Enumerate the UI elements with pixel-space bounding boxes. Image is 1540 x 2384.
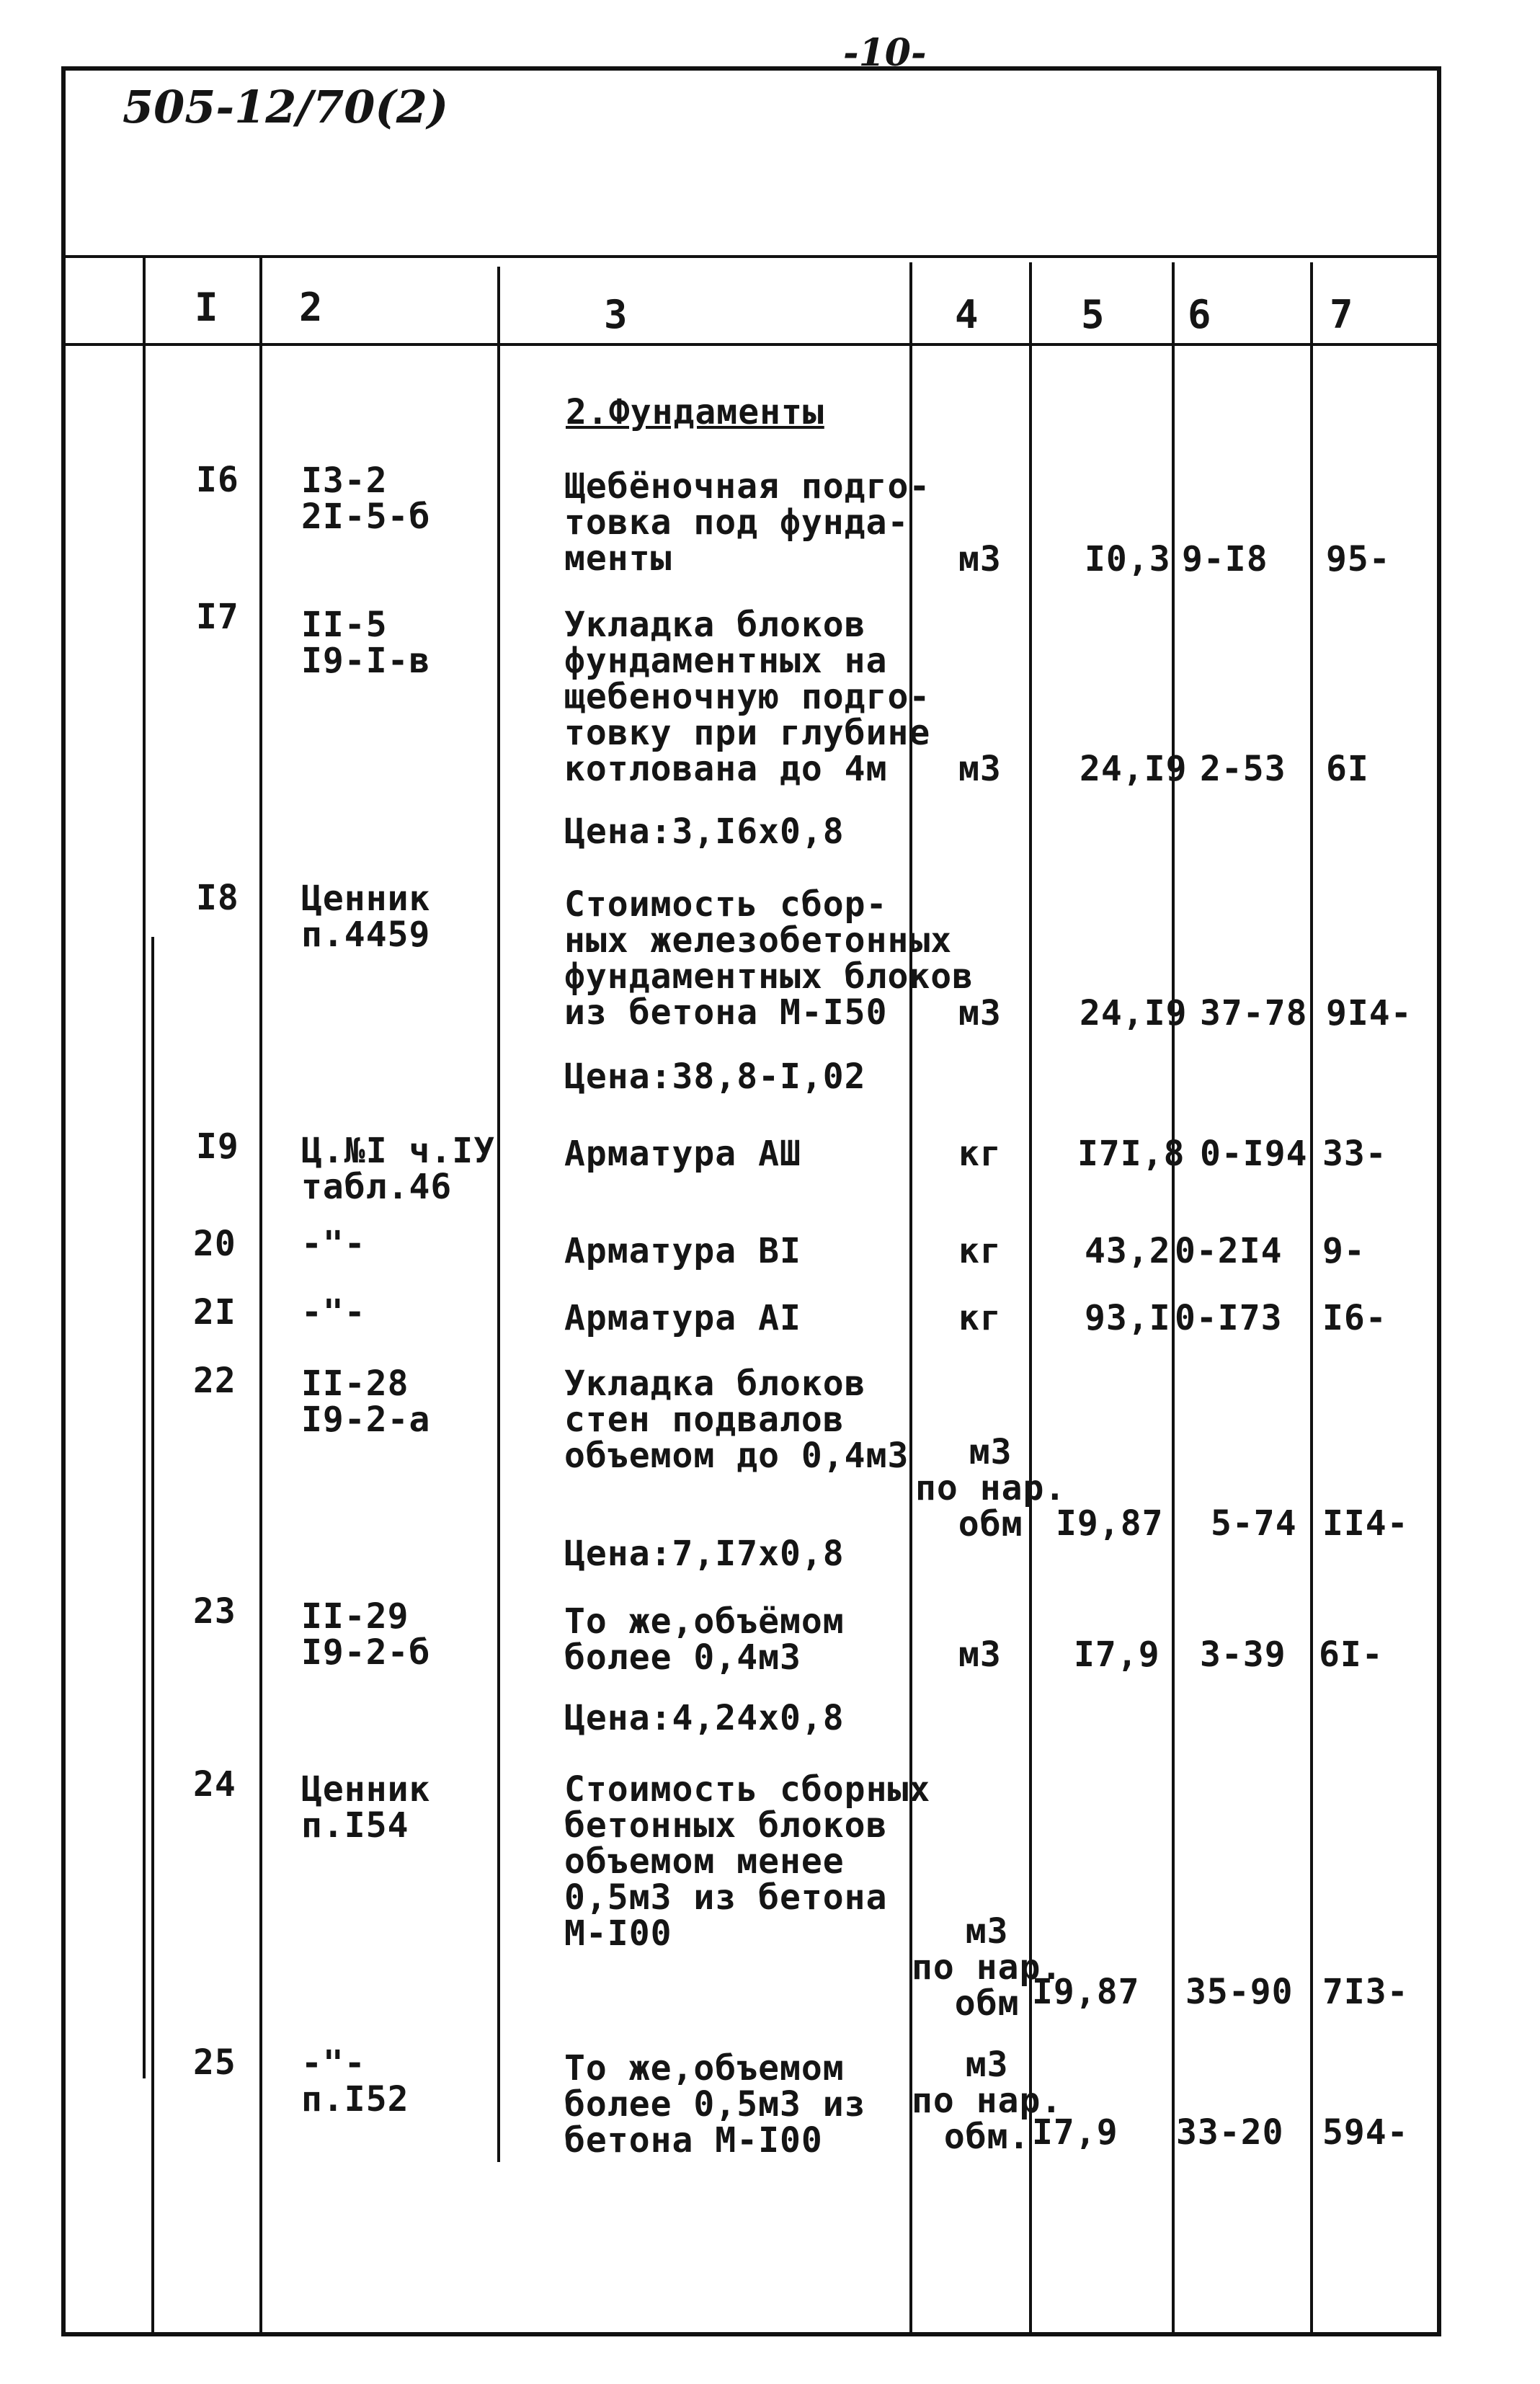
row-num: I7 — [196, 597, 239, 637]
row-price: 0-I73 — [1175, 1298, 1283, 1338]
row-num: 24 — [193, 1764, 236, 1805]
row-code: Ценник п.I54 — [301, 1769, 431, 1846]
col-line-4 — [1029, 262, 1032, 2332]
row-code: -"- п.I52 — [301, 2043, 409, 2120]
row-price: 35-90 — [1185, 1972, 1294, 2012]
col-header-3: 3 — [604, 292, 628, 337]
col-line-2 — [497, 267, 500, 2162]
row-num: I8 — [196, 878, 239, 918]
row-total: 6I — [1326, 749, 1369, 789]
document-code: 505-12/70(2) — [123, 81, 449, 133]
row-unit: м3 — [958, 749, 1002, 789]
row-code: II-29 I9-2-б — [301, 1596, 431, 1673]
row-unit: кг — [958, 1231, 1002, 1271]
header-divider — [61, 255, 1441, 258]
row-unit: м3 по нар. обм. — [912, 2045, 1063, 2157]
row-code: I3-2 2I-5-б — [301, 461, 431, 537]
row-total: 33- — [1322, 1134, 1387, 1174]
row-unit: м3 по нар. обм — [912, 1911, 1063, 2024]
col-line-1 — [259, 255, 262, 2332]
row-num: 25 — [193, 2042, 236, 2083]
row-description: То же,объемом более 0,5м3 из бетона М-I00 — [564, 2048, 866, 2161]
row-num: 2I — [193, 1292, 236, 1333]
row-description: Арматура АI — [564, 1298, 801, 1338]
row-quantity: I7I,8 — [1077, 1134, 1185, 1174]
col-line-0 — [143, 255, 146, 2078]
row-code: II-5 I9-I-в — [301, 605, 431, 681]
col-line-5 — [1172, 262, 1175, 2332]
row-total: 9- — [1322, 1231, 1366, 1271]
col-line-6 — [1310, 262, 1313, 2332]
row-price: 3-39 — [1200, 1634, 1286, 1675]
col-header-1: I — [195, 285, 218, 330]
frame-left — [61, 66, 66, 2336]
row-quantity: I0,3 — [1085, 539, 1171, 579]
row-description: Стоимость сбор- ных железобетонных фундаментных блоков из бетона М-I50 — [564, 884, 974, 1033]
row-total: 7I3- — [1322, 1972, 1409, 2012]
row-description: Укладка блоков фундаментных на щебеночную подго- товку при глубине котлована до 4м — [564, 605, 931, 789]
col-header-6: 6 — [1188, 292, 1211, 337]
row-price: 5-74 — [1211, 1503, 1297, 1544]
price-note: Цена:38,8-I,02 — [564, 1057, 866, 1097]
row-description: Арматура АШ — [564, 1134, 801, 1174]
row-quantity: 43,2 — [1085, 1231, 1171, 1271]
row-code: -"- — [301, 1224, 366, 1264]
row-total: 594- — [1322, 2112, 1409, 2153]
row-price: 0-2I4 — [1175, 1231, 1283, 1271]
row-total: 6I- — [1319, 1634, 1384, 1675]
row-quantity: I7,9 — [1032, 2112, 1118, 2153]
row-description: Стоимость сборных бетонных блоков объемом менее 0,5м3 из бетона М-I00 — [564, 1769, 931, 1954]
row-total: 9I4- — [1326, 993, 1412, 1033]
row-quantity: I7,9 — [1074, 1634, 1160, 1675]
row-quantity: 24,I9 — [1080, 749, 1188, 789]
col-header-2: 2 — [299, 285, 323, 330]
frame-right — [1437, 66, 1441, 2336]
page-number: -10- — [843, 31, 927, 75]
row-total: 95- — [1326, 539, 1391, 579]
row-description: Щебёночная подго- товка под фунда- менты — [564, 466, 931, 579]
row-price: 33-20 — [1176, 2112, 1284, 2153]
row-code: -"- — [301, 1292, 366, 1333]
row-description: Укладка блоков стен подвалов объемом до 0,4м3 — [564, 1364, 909, 1476]
row-unit: м3 по нар. обм — [915, 1432, 1067, 1544]
row-num: 23 — [193, 1591, 236, 1632]
col-header-5: 5 — [1081, 292, 1105, 337]
row-price: 37-78 — [1200, 993, 1308, 1033]
row-code: Ценник п.4459 — [301, 879, 431, 955]
row-quantity: I9,87 — [1032, 1972, 1140, 2012]
col-header-7: 7 — [1330, 292, 1353, 337]
row-price: 2-53 — [1200, 749, 1286, 789]
section-title: 2.Фундаменты — [566, 392, 824, 432]
row-description: То же,объёмом более 0,4м3 — [564, 1601, 845, 1678]
col-line-0b — [151, 937, 154, 2332]
row-code: II-28 I9-2-а — [301, 1364, 431, 1440]
row-num: 22 — [193, 1361, 236, 1401]
col-header-4: 4 — [955, 292, 979, 337]
row-num: 20 — [193, 1224, 236, 1264]
price-note: Цена:7,I7х0,8 — [564, 1534, 845, 1574]
frame-top — [61, 66, 1441, 71]
price-note: Цена:4,24х0,8 — [564, 1698, 845, 1738]
frame-bottom — [61, 2332, 1441, 2336]
row-unit: м3 — [958, 1634, 1002, 1675]
row-code: Ц.№I ч.IУ табл.46 — [301, 1131, 496, 1207]
row-unit: кг — [958, 1134, 1002, 1174]
colheader-divider — [61, 343, 1441, 346]
row-num: I6 — [196, 460, 239, 500]
row-price: 9-I8 — [1182, 539, 1268, 579]
row-quantity: 24,I9 — [1080, 993, 1188, 1033]
row-total: II4- — [1322, 1503, 1409, 1544]
row-unit: кг — [958, 1298, 1002, 1338]
price-note: Цена:3,I6х0,8 — [564, 811, 845, 852]
row-num: I9 — [196, 1126, 239, 1167]
row-total: I6- — [1322, 1298, 1387, 1338]
row-quantity: I9,87 — [1056, 1503, 1164, 1544]
row-unit: м3 — [958, 539, 1002, 579]
row-description: Арматура ВI — [564, 1231, 801, 1271]
row-unit: м3 — [958, 993, 1002, 1033]
row-price: 0-I94 — [1200, 1134, 1308, 1174]
row-quantity: 93,I — [1085, 1298, 1171, 1338]
